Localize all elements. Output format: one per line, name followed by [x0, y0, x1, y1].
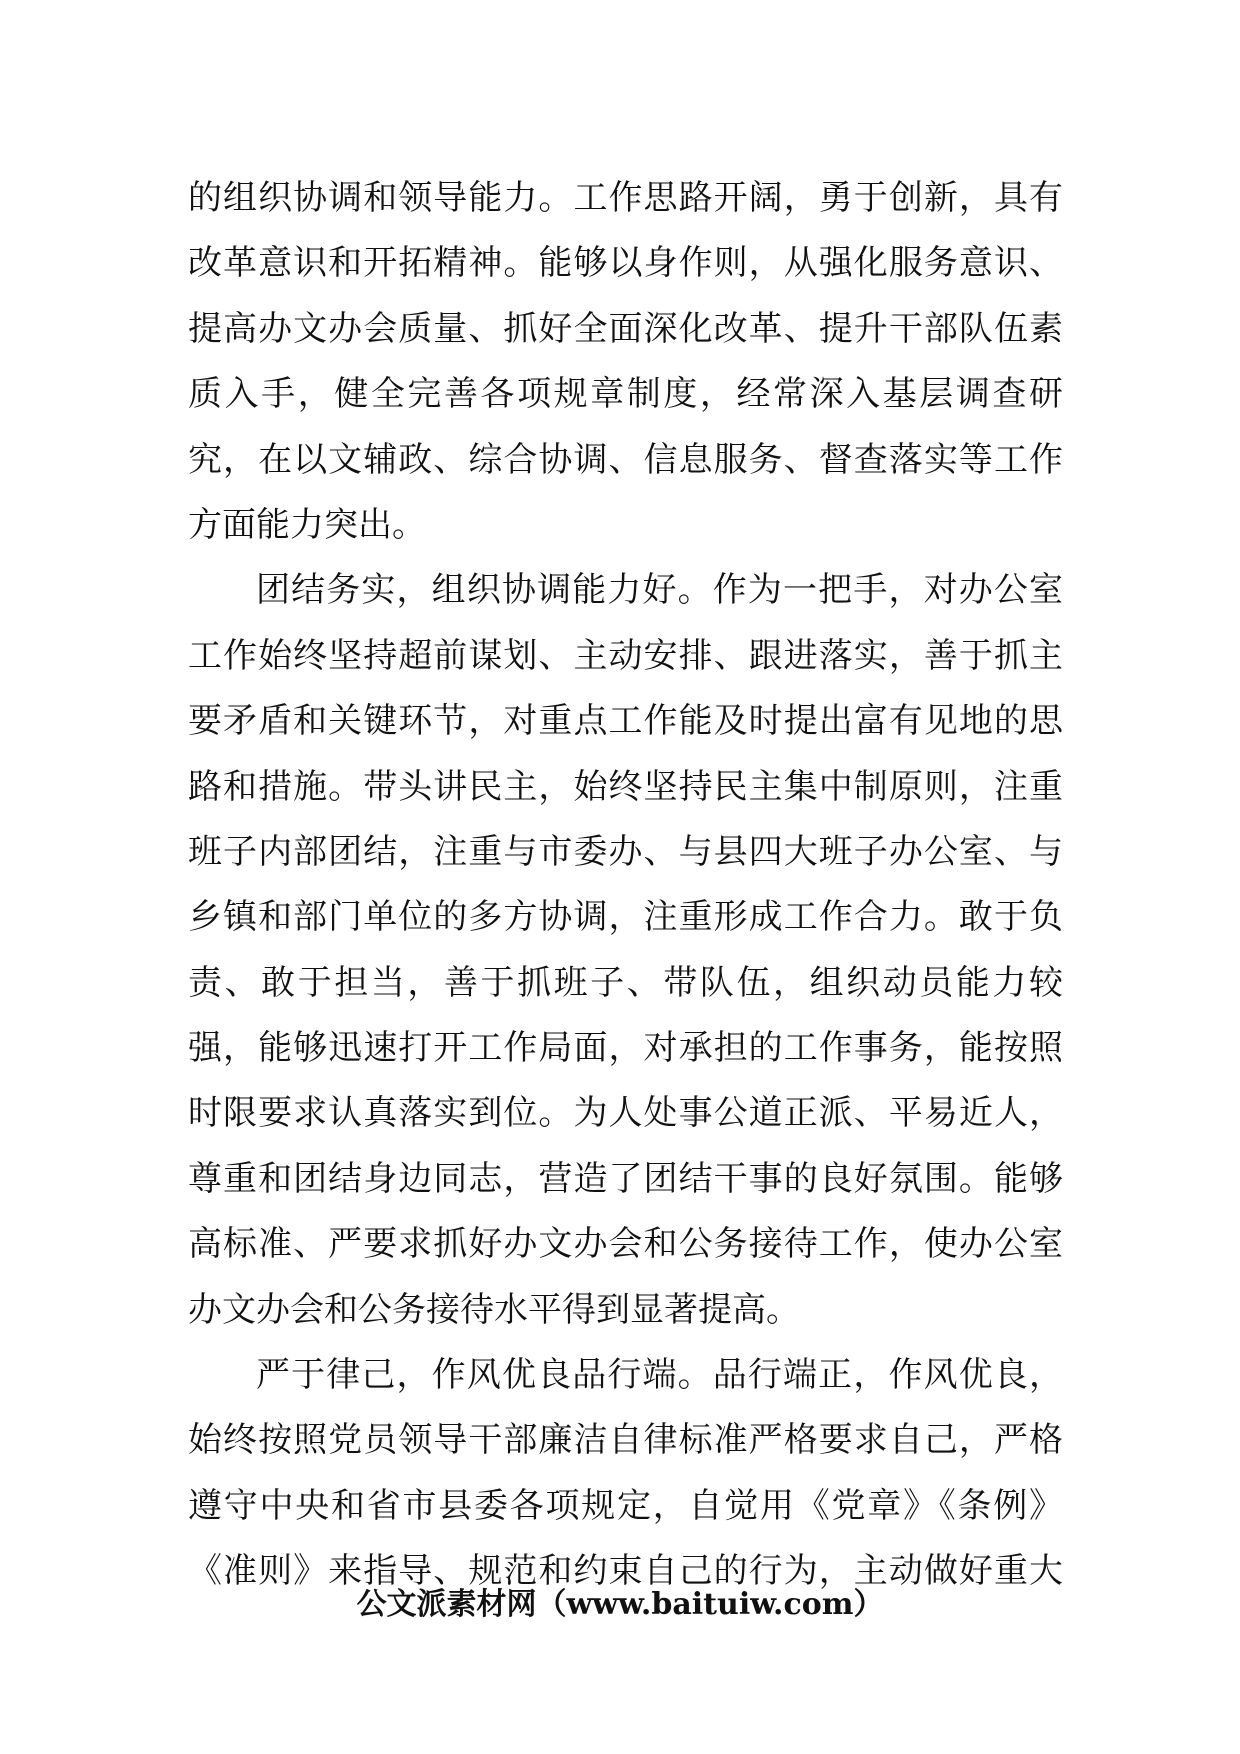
text-line: 乡镇和部门单位的多方协调，注重形成工作合力。敢于负	[188, 897, 1063, 938]
text-line: 路和措施。带头讲民主，始终坚持民主集中制原则，注重	[188, 766, 1063, 807]
text-line: 尊重和团结身边同志，营造了团结干事的良好氛围。能够	[188, 1158, 1063, 1199]
text-line: 质入手，健全完善各项规章制度，经常深入基层调查研	[188, 374, 1063, 415]
text-line: 遵守中央和省市县委各项规定，自觉用《党章》《条例》	[188, 1485, 1063, 1526]
text-line: 强，能够迅速打开工作局面，对承担的工作事务，能按照	[188, 1028, 1063, 1069]
text-line: 方面能力突出。	[188, 504, 426, 545]
text-line: 究，在以文辅政、综合协调、信息服务、督查落实等工作	[188, 439, 1063, 480]
text-line: 提高办文办会质量、抓好全面深化改革、提升干部队伍素	[188, 308, 1063, 349]
text-line: 要矛盾和关键环节，对重点工作能及时提出富有见地的思	[188, 701, 1063, 742]
document-body	[188, 166, 1063, 1605]
paragraph-first-line: 团结务实，组织协调能力好。作为一把手，对办公室	[256, 570, 1063, 611]
text-line: 责、敢于担当，善于抓班子、带队伍，组织动员能力较	[188, 962, 1063, 1003]
text-line: 的组织协调和领导能力。工作思路开阔，勇于创新，具有	[188, 178, 1063, 218]
text-line: 时限要求认真落实到位。为人处事公道正派、平易近人，	[188, 1093, 1063, 1134]
footer-watermark: 公文派素材网（www.baituiw.com）	[356, 1587, 884, 1622]
text-line: 《准则》来指导、规范和约束自己的行为，主动做好重大	[188, 1551, 1063, 1592]
text-line: 工作始终坚持超前谋划、主动安排、跟进落实，善于抓主	[188, 635, 1063, 676]
text-line: 高标准、严要求抓好办文办会和公务接待工作，使办公室	[188, 1224, 1063, 1265]
text-line: 始终按照党员领导干部廉洁自律标准严格要求自己，严格	[188, 1420, 1063, 1461]
text-line: 班子内部团结，注重与市委办、与县四大班子办公室、与	[188, 831, 1063, 872]
paragraph-first-line: 严于律己，作风优良品行端。品行端正，作风优良，	[256, 1355, 1063, 1396]
text-line: 改革意识和开拓精神。能够以身作则，从强化服务意识、	[188, 243, 1063, 284]
text-line: 办文办会和公务接待水平得到显著提高。	[188, 1289, 800, 1330]
